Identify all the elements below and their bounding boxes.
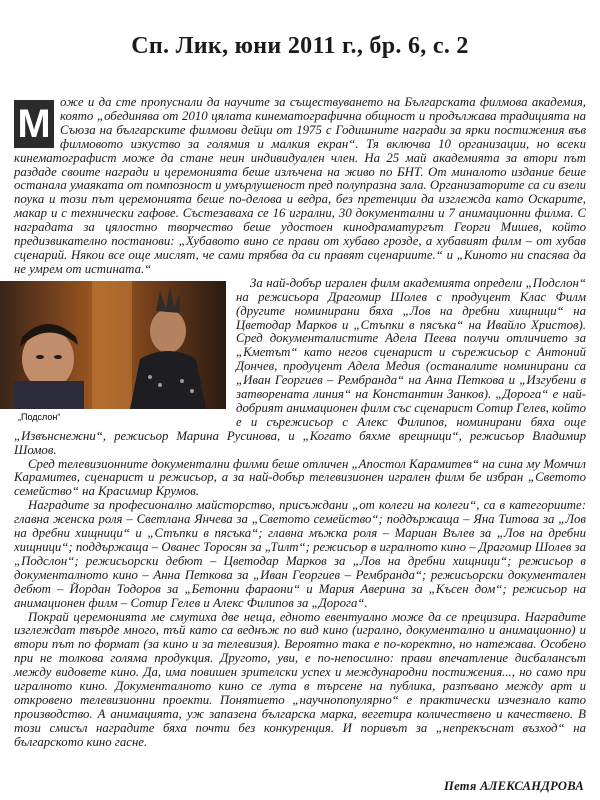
- author-signature: Петя АЛЕКСАНДРОВА: [444, 779, 584, 793]
- film-still-photo: [0, 281, 226, 423]
- paragraph-intro: оже и да сте пропуснали да научите за съществуването на Българската филмова академия, която „обединява от 2010 цялата кинематографична общност и продължава традицията на Съюза на българските филмови дейци от 1975 с Годишните награди за ярки постижения във филмовото изкуство за голямия и малкия екран“. Тя включва 10 организации, но всеки кинематографист може да стане неин индивидуален член. На 25 май академията за втори път раздаде своите награди и церемонията беше излъчена на живо по БНТ. От миналото издание беше останала умаяката от помпозност и умърлушеност пред полупразна зала. Организаторите са си взели поука и този път церемонията беше по-делова и ведра, без претенции да изглежда като Оскарите, макар и с технически гафове. Състезаваха се 16 игрални, 30 документални и 7 анимационни филма. С наградата за цялостно творчество беше удостоен кинодраматургът Георги Мишев, който предизвикателно постанови: „Хубавото вино се прави от хубаво грозде, а хубавият филм – от хубав сценарий. Някои все още мислят, че сами трябва да си правят сценариите.“ и „Киното ни спасява да не умрем от истината.“: [14, 95, 586, 276]
- paragraph-craft-awards: Наградите за професионално майсторство, присъждани „от колеги на колеги“, са в категориите: главна женска роля – Светлана Янчева за „Светото семейство“; поддържаща – Яна Титова за „Лов на дребни хищници“ и „Стъпки в пясъка“; главна мъжка роля – Мариан Вълев за „Лов на дребни хищници“; поддържаща – Ованес Торосян за „Тилт“; режисьор в игралното кино – Драгомир Шолев за „Подслон“; режисьорски дебют – Цветодар Марков за „Лов на дребни хищници“; режисьор в документалното кино – Анна Петкова за „Иван Георгиев – Рембранда“; режисьорски документален дебют – Йордан Тодоров за „Бетонни фараони“ и Мария Аверина за „Късен дом“; режисьор на анимационен филм – Сотир Гелев и Алекс Филипов за „Дорога“.: [14, 498, 586, 610]
- film-still-image: [0, 281, 226, 423]
- article-body: [14, 96, 586, 750]
- paragraph-winners-text: За най-добър игрален филм академията определи „Подслон“ на режисьора Драгомир Шолев с продуцент Клас Филм (другите номинирани бяха „Лов на дребни хищници“ на Цветодар Марков и „Стъпки в пясъка“ на Ивайло Христов). Сред документалистите Адела Пеева получи отличието за „Кметът“ като негов сценарист и сърежисьор с Антоний Дончев, продуцент Адела Медия (останалите номинирани са „Иван Георгиев – Рембранда“ на Анна Петкова и „Изгубени в затворената линия“ на Константин Занков). „Дорога“ е най-добрият анимационен филм със сценарист Сотир Гелев, който е и сърежисьор с Алекс Филипов, номинирани бяха още „Извънснежни“, режисьор Марина Русинова, и „Когато бяхме врещници“, режисьор Владимир Шомов.: [14, 275, 586, 457]
- paragraph-conclusion: Покрай церемонията ме смутиха две неща, едното евентуално може да се прецизира. Наградите изглеждат твърде много, тъй като са веднъж по вид кино (игрално, документално и анимационно) и втори път по формат (за кино и за телевизия). Вероятно така е по-коректно, но натежава. Особено при не толкова голяма продукция. Другото, уви, е по-непосилно: прави впечатление дисбалансът между видовете кино. Да, има повишен зрителски успех и международни постижения..., но само при игралното кино. Документалното кино се лута в търсене на публика, разпъвано между арт и откровено телевизионни проекти. Понятието „научнопопулярно“ е практически изчезнало като производство. А анимацията, уж запазена българска марка, вегетира количествено и качествено. В този смисъл наградите бяха почти без конкуренция. И поривът за „непрекъснат възход“ на българското кино гасне.: [14, 609, 586, 749]
- paragraph-tv-films: Сред телевизионните документални филми беше отличен „Апостол Карамитев“ на сина му Момчил Карамитев, сценарист и режисьор, а за най-добър телевизионен игрален филм бе избран „Светото семейство“ на Красимир Крумов.: [14, 456, 586, 499]
- drop-cap: М: [14, 100, 54, 148]
- photo-caption: „Подслон“: [18, 411, 61, 422]
- paragraph-winners: [14, 277, 586, 458]
- page-title: Сп. Лик, юни 2011 г., бр. 6, с. 2: [131, 33, 469, 59]
